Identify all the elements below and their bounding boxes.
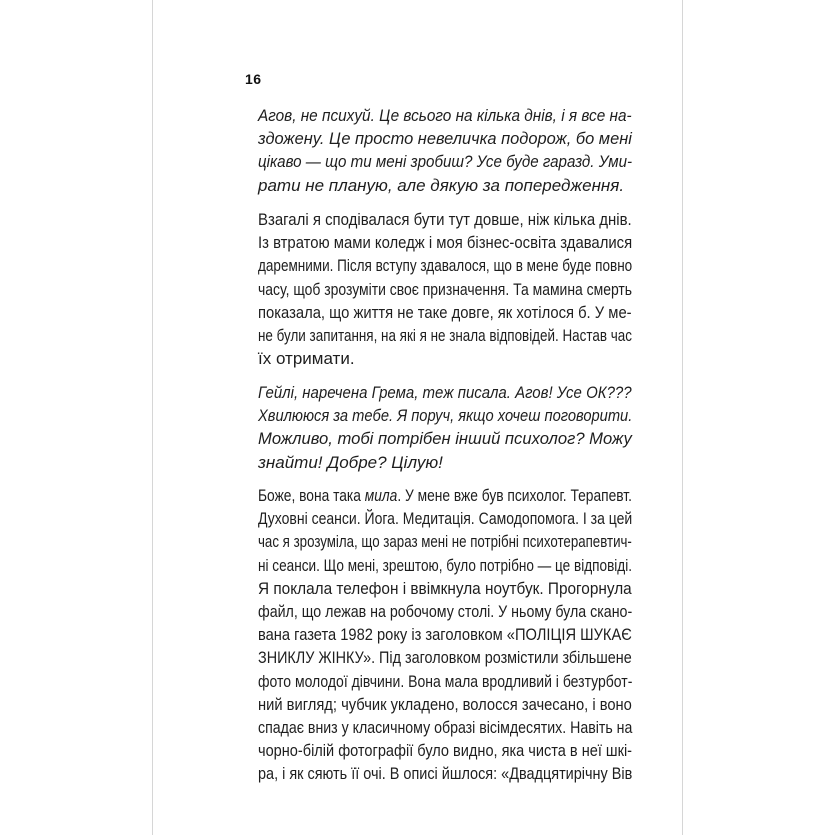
- text-line: Агов, не психуй. Це всього на кілька днів, і я все на-: [258, 106, 632, 125]
- text-line: ра, і як сяють її очі. В описі йшлося: «Двадцятирічну Вів: [258, 764, 633, 784]
- text-line: Я поклала телефон і ввімкнула ноутбук. Прогорнула: [258, 578, 632, 598]
- italic-message-mom: [258, 104, 632, 197]
- emphasis: мила: [364, 486, 398, 505]
- text-line: фото молодої дівчини. Вона мала вродливий і безтурбот-: [258, 671, 633, 691]
- text-line: час я зрозуміла, що зараз мені не потрібні психотерапевтич-: [258, 532, 632, 552]
- page-number: 16: [245, 71, 262, 87]
- text-line: Гейлі, наречена Грема, теж писала. Агов! Усе ОК???: [258, 383, 632, 402]
- text-line: файл, що лежав на робочому столі. У ньому була скано-: [258, 601, 633, 621]
- text-line: здожену. Це просто невеличка подорож, бо мені: [258, 129, 632, 149]
- text-line: знайти! Добре? Цілую!: [258, 452, 443, 472]
- text-line: їх отримати.: [258, 349, 355, 369]
- text-line: спадає вниз у класичному образі вісімдесятих. Навіть на: [258, 717, 633, 737]
- text-line: цікаво — що ти мені зробиш? Усе буде гаразд. Уми-: [258, 152, 633, 172]
- paragraph-hopes: [258, 208, 632, 370]
- text-line: рати не планую, але дякую за попередження.: [258, 175, 625, 195]
- text-line: Боже, вона така мила. У мене вже був психолог. Терапевт.: [258, 486, 632, 505]
- text-line: ЗНИКЛУ ЖІНКУ». Під заголовком розмістили збільшене: [258, 648, 632, 668]
- text-line: Можливо, тобі потрібен інший психолог? Можу: [258, 429, 632, 449]
- text-line: Із втратою мами коледж і моя бізнес-освіта здавалися: [258, 233, 633, 253]
- italic-message-hayley: [258, 381, 632, 474]
- text-line: часу, щоб зрозуміти своє призначення. Та мамина смерть: [258, 279, 633, 299]
- text-line: не були запитання, на які я не знала відповідей. Настав час: [258, 325, 632, 345]
- paragraph-answers: [258, 484, 632, 785]
- text-line: показала, що життя не таке довге, як хотілося б. У ме-: [258, 302, 632, 322]
- text-line: Хвилююся за тебе. Я поруч, якщо хочеш поговорити.: [258, 406, 633, 426]
- book-page: [152, 0, 683, 835]
- text-line: ний вигляд; чубчик укладено, волосся зачесано, і воно: [258, 694, 632, 714]
- text-line: даремними. Після вступу здавалося, що в мене буде повно: [258, 256, 633, 276]
- text-line: вана газета 1982 року із заголовком «ПОЛІЦІЯ ШУКАЄ: [258, 625, 632, 645]
- text-line: чорно-білій фотографії було видно, яка чиста в неї шкі-: [258, 741, 633, 761]
- text-line: ні сеанси. Що мені, зрештою, було потрібно — це відповіді.: [258, 555, 633, 575]
- text-line: Духовні сеанси. Йога. Медитація. Самодопомога. І за цей: [258, 509, 633, 529]
- text-line: Взагалі я сподівалася бути тут довше, ніж кілька днів.: [258, 210, 632, 229]
